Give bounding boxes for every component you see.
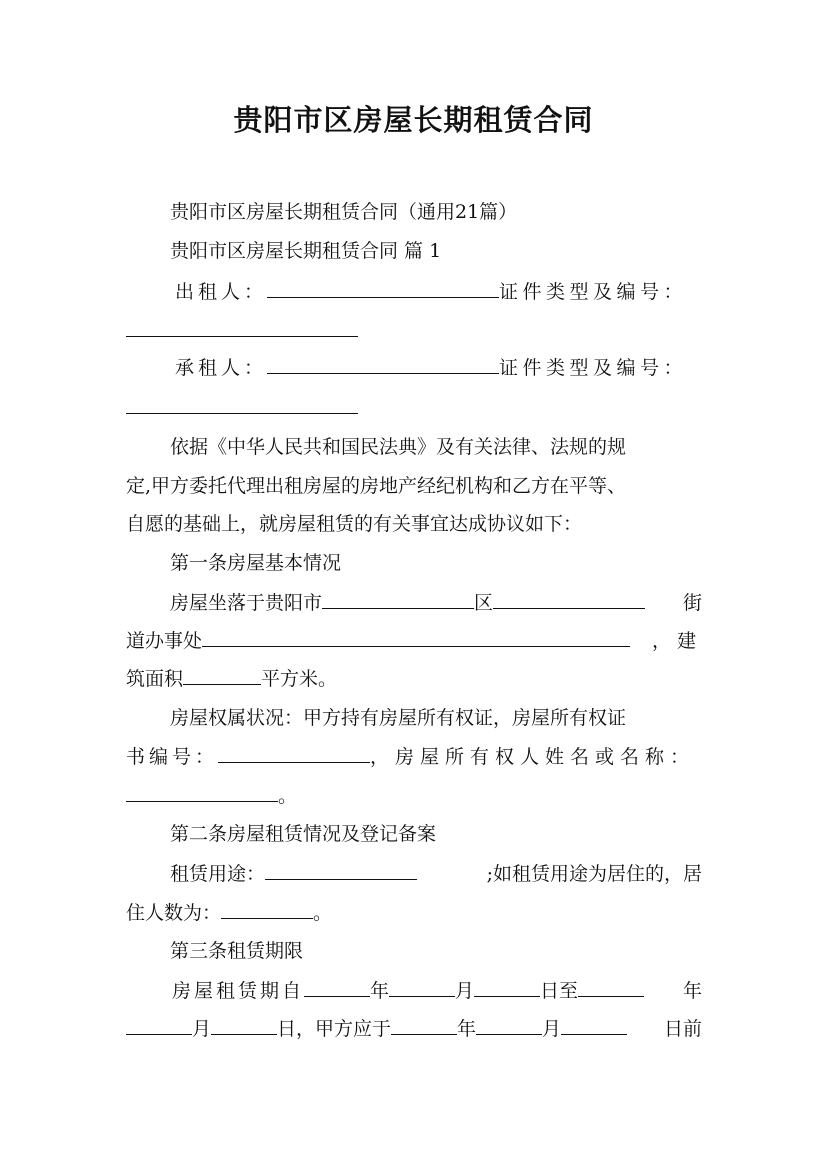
section-heading: 贵阳市区房屋长期租赁合同 篇 1	[170, 240, 442, 262]
art1-loc-a: 房屋坐落于贵阳市	[170, 592, 323, 614]
art1-own-line2-a: 书编号：	[126, 746, 219, 768]
art2-use-b: ;如租赁用途为居住的，居	[486, 863, 702, 885]
year-label-1: 年	[370, 980, 390, 1002]
art1-own-line1: 房屋权属状况：甲方持有房屋所有权证，房屋所有权证	[170, 707, 627, 729]
month-label-1: 月	[455, 980, 475, 1002]
month-label-3: 月	[542, 1018, 562, 1040]
art1-own-line3-end: 。	[278, 785, 298, 807]
art1-line2-b: ，建	[651, 630, 702, 652]
article2-title: 第二条房屋租赁情况及登记备案	[170, 823, 437, 845]
art1-loc-c: 街	[682, 592, 702, 614]
art2-use-a: 租赁用途：	[170, 863, 266, 885]
art1-own-line2-b: ，房屋所有权人姓名或名称：	[370, 746, 696, 768]
district-blank	[493, 588, 645, 609]
art1-loc-b: 区	[474, 592, 494, 614]
month-label-2: 月	[192, 1018, 212, 1040]
deliver-month-blank	[476, 1014, 542, 1035]
para1-line1: 依据《中华人民共和国民法典》及有关法律、法规的规	[170, 436, 627, 458]
art2-line2-b: 。	[313, 902, 333, 924]
deliver-year-blank	[391, 1014, 457, 1035]
start-day-blank	[474, 976, 540, 997]
residents-blank	[221, 898, 313, 919]
lessee-id-label-wrap	[499, 354, 702, 382]
subtitle: 贵阳市区房屋长期租赁合同（通用21篇）	[170, 201, 518, 223]
start-month-blank	[389, 976, 455, 997]
art1-line3	[126, 664, 702, 693]
art2-line2	[126, 898, 702, 927]
use-blank	[265, 859, 417, 880]
end-day-blank	[211, 1014, 277, 1035]
lessee-line	[175, 353, 702, 382]
art3-line1	[172, 976, 702, 1005]
cert-number-blank	[218, 742, 370, 763]
para1-line2: 定,甲方委托代理出租房屋的房地产经纪机构和乙方在平等、	[126, 475, 627, 497]
art2-use-line	[170, 859, 702, 888]
subdistrict-blank	[202, 626, 630, 647]
art1-location-line	[170, 588, 702, 617]
area-blank	[183, 664, 261, 685]
start-year-blank	[304, 976, 370, 997]
art1-own-line2	[126, 742, 702, 771]
art1-line3-a: 筑面积	[126, 668, 184, 690]
lessee-blank	[267, 353, 499, 374]
end-year-blank	[578, 976, 644, 997]
art2-line2-a: 住人数为：	[126, 902, 222, 924]
year-label-2: 年	[682, 980, 702, 1002]
lessor-line	[175, 277, 702, 306]
deliver-day-blank	[561, 1014, 627, 1035]
article3-title: 第三条租赁期限	[170, 940, 304, 962]
page-title: 贵阳市区房屋长期租赁合同	[233, 103, 594, 137]
article1-title: 第一条房屋基本情况	[170, 552, 342, 574]
lessee-id-line	[126, 392, 702, 420]
lessor-id-label-wrap	[499, 278, 702, 306]
end-month-blank	[126, 1014, 192, 1035]
art1-own-line3	[126, 781, 702, 810]
art1-line2	[126, 626, 702, 655]
lessor-id-blank	[126, 316, 358, 337]
city-blank	[322, 588, 474, 609]
art1-line3-b: 平方米。	[261, 668, 338, 690]
owner-name-blank	[126, 781, 278, 802]
art3-line2	[126, 1014, 702, 1043]
art3-line2-end: 日前	[663, 1018, 702, 1040]
lessor-id-label: 证件类型及编号：	[499, 281, 688, 303]
year-label-3: 年	[457, 1018, 477, 1040]
art1-line2-a: 道办事处	[126, 630, 203, 652]
day-to-label: 日至	[540, 980, 579, 1002]
lessee-label: 承租人：	[175, 357, 268, 379]
lessee-id-label: 证件类型及编号：	[499, 357, 688, 379]
lessor-label: 出租人：	[175, 281, 268, 303]
art3-line2-mid: 日，甲方应于	[277, 1018, 392, 1040]
lessee-id-blank	[126, 393, 358, 414]
para1-line3: 自愿的基础上，就房屋租赁的有关事宜达成协议如下：	[126, 513, 583, 535]
art3-line1-a: 房屋租赁期自	[172, 980, 305, 1002]
lessor-id-line	[126, 315, 702, 343]
lessor-blank	[267, 277, 499, 298]
